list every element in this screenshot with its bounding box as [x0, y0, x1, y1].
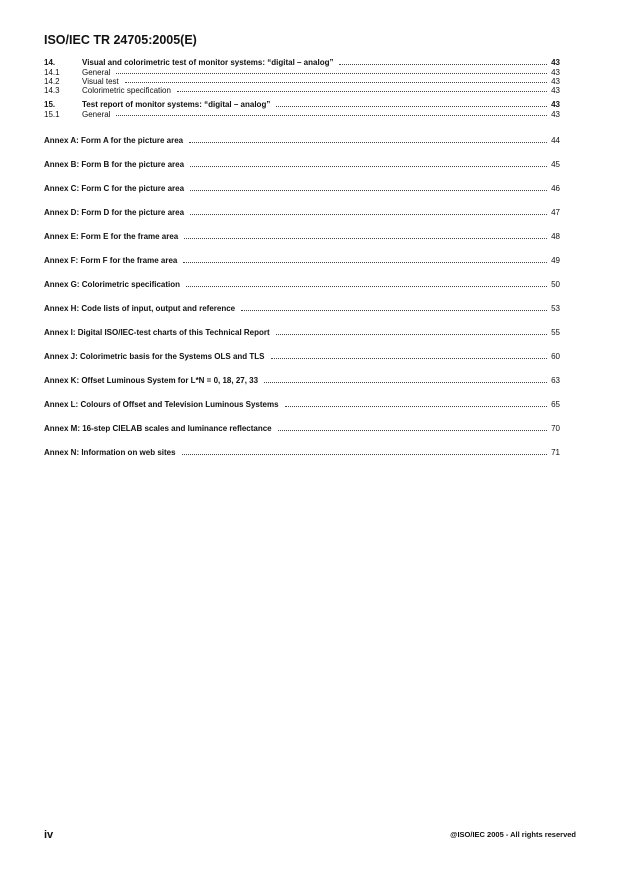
dot-leader: [264, 382, 547, 383]
toc-annex-title: Annex I: Digital ISO/IEC-test charts of this Technical Report: [44, 328, 270, 337]
toc-annex-title: Annex F: Form F for the frame area: [44, 256, 178, 265]
toc-annex-title: Annex H: Code lists of input, output and reference: [44, 304, 236, 313]
dot-leader: [189, 142, 547, 143]
toc-annex-f[interactable]: [44, 256, 560, 266]
toc-section-15-1[interactable]: [44, 110, 560, 119]
toc-chapter-14[interactable]: [44, 58, 560, 68]
dot-leader: [186, 286, 547, 287]
toc-annex-title: Annex K: Offset Luminous System for L*N = 0, 18, 27, 33: [44, 376, 259, 385]
toc-page-number: 47: [551, 208, 560, 217]
toc-page-number: 63: [551, 376, 560, 385]
toc-annex-c[interactable]: [44, 184, 560, 194]
toc-chapter-15[interactable]: [44, 100, 560, 110]
toc-page-number: 49: [551, 256, 560, 265]
table-of-contents: [44, 56, 560, 458]
toc-page-number: 48: [551, 232, 560, 241]
dot-leader: [190, 166, 547, 167]
toc-annex-title: Annex E: Form E for the frame area: [44, 232, 179, 241]
dot-leader: [271, 358, 548, 359]
dot-leader: [184, 238, 547, 239]
dot-leader: [276, 106, 547, 107]
toc-page-number: 70: [551, 424, 560, 433]
toc-annex-title: Annex J: Colorimetric basis for the Systems OLS and TLS: [44, 352, 265, 361]
toc-page-number: 60: [551, 352, 560, 361]
toc-chapter-number: 14.: [44, 58, 56, 67]
dot-leader: [190, 190, 547, 191]
toc-annex-m[interactable]: [44, 424, 560, 434]
toc-annex-title: Annex N: Information on web sites: [44, 448, 176, 457]
toc-page-number: 65: [551, 400, 560, 409]
toc-annex-title: Annex D: Form D for the picture area: [44, 208, 185, 217]
dot-leader: [125, 82, 547, 83]
toc-section-number: 14.3: [44, 86, 60, 95]
toc-annex-j[interactable]: [44, 352, 560, 362]
toc-chapter-title: Test report of monitor systems: “digital – analog”: [82, 100, 271, 109]
toc-annex-i[interactable]: [44, 328, 560, 338]
toc-page-number: 53: [551, 304, 560, 313]
toc-page-number: 43: [551, 86, 560, 95]
toc-annex-title: Annex B: Form B for the picture area: [44, 160, 185, 169]
footer-copyright: @ISO/IEC 2005 - All rights reserved: [450, 830, 576, 839]
toc-annex-title: Annex M: 16-step CIELAB scales and luminance reflectance: [44, 424, 272, 433]
dot-leader: [339, 64, 547, 65]
dot-leader: [190, 214, 547, 215]
toc-section-title: Colorimetric specification: [82, 86, 171, 95]
toc-annex-k[interactable]: [44, 376, 560, 386]
toc-page-number: 43: [551, 100, 560, 109]
toc-page-number: 71: [551, 448, 560, 457]
toc-section-14-3[interactable]: [44, 86, 560, 95]
toc-section-number: 15.1: [44, 110, 60, 119]
toc-annex-l[interactable]: [44, 400, 560, 410]
dot-leader: [177, 91, 547, 92]
toc-annex-title: Annex L: Colours of Offset and Television Luminous Systems: [44, 400, 279, 409]
toc-annex-n[interactable]: [44, 448, 560, 458]
toc-annex-title: Annex G: Colorimetric specification: [44, 280, 181, 289]
toc-section-number: 14.2: [44, 77, 60, 86]
dot-leader: [276, 334, 547, 335]
dot-leader: [182, 454, 548, 455]
toc-page-number: 43: [551, 77, 560, 86]
toc-annex-d[interactable]: [44, 208, 560, 218]
toc-section-title: General: [82, 68, 111, 77]
toc-chapter-title: Visual and colorimetric test of monitor systems: “digital – analog”: [82, 58, 334, 67]
toc-annex-g[interactable]: [44, 280, 560, 290]
dot-leader: [116, 73, 547, 74]
toc-section-title: General: [82, 110, 111, 119]
toc-annex-a[interactable]: [44, 136, 560, 146]
toc-section-title: Visual test: [82, 77, 119, 86]
toc-annex-e[interactable]: [44, 232, 560, 242]
toc-annex-title: Annex C: Form C for the picture area: [44, 184, 185, 193]
dot-leader: [278, 430, 547, 431]
dot-leader: [183, 262, 547, 263]
toc-chapter-number: 15.: [44, 100, 56, 109]
dot-leader: [116, 115, 547, 116]
footer-page-number: iv: [44, 829, 54, 841]
toc-section-14-2[interactable]: [44, 77, 560, 86]
toc-section-number: 14.1: [44, 68, 60, 77]
toc-page-number: 55: [551, 328, 560, 337]
toc-page-number: 43: [551, 110, 560, 119]
toc-section-14-1[interactable]: [44, 68, 560, 77]
toc-page-number: 43: [551, 68, 560, 77]
toc-page-number: 50: [551, 280, 560, 289]
toc-page-number: 46: [551, 184, 560, 193]
toc-page-number: 43: [551, 58, 560, 67]
toc-annex-title: Annex A: Form A for the picture area: [44, 136, 184, 145]
dot-leader: [285, 406, 548, 407]
toc-annex-b[interactable]: [44, 160, 560, 170]
toc-page-number: 44: [551, 136, 560, 145]
toc-page-number: 45: [551, 160, 560, 169]
dot-leader: [241, 310, 547, 311]
toc-annex-h[interactable]: [44, 304, 560, 314]
document-title: ISO/IEC TR 24705:2005(E): [44, 33, 197, 47]
